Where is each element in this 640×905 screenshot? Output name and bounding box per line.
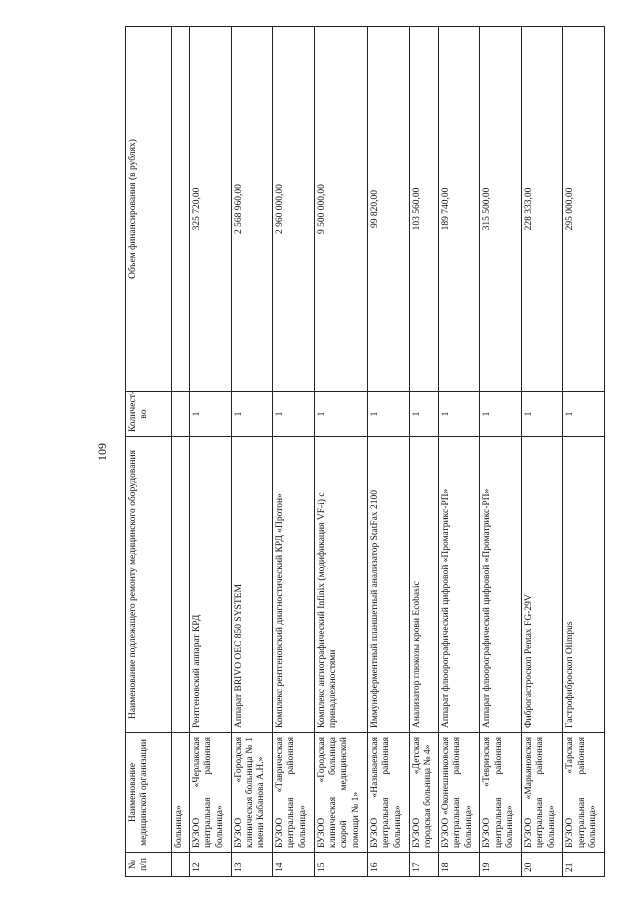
cell-num: 16 xyxy=(368,853,410,877)
cell-organization: БУЗОО «Оконешниковская центральная районная больница» xyxy=(438,733,480,853)
header-organization: Наименование медицинской организации xyxy=(126,733,172,853)
equipment-repair-table xyxy=(125,26,605,877)
table-header-row xyxy=(126,27,172,877)
page-number: 109 xyxy=(95,443,109,461)
cell-organization: больница» xyxy=(172,733,190,853)
cell-num: 20 xyxy=(521,853,563,877)
table-row xyxy=(314,27,368,877)
cell-quantity: 1 xyxy=(190,392,232,437)
cell-quantity: 1 xyxy=(521,392,563,437)
cell-quantity: 1 xyxy=(409,392,438,437)
cell-amount: 228 333,00 xyxy=(521,27,563,392)
cell-organization: БУЗОО «Городская клиническая больница № 1 имени Кабанова А.Н.» xyxy=(231,733,273,853)
table-row xyxy=(368,27,410,877)
cell-quantity: 1 xyxy=(314,392,368,437)
cell-quantity: 1 xyxy=(563,392,605,437)
cell-equipment: Аппарат BRIVO OEC 850 SYSTEM xyxy=(231,437,273,733)
cell-num: 21 xyxy=(563,853,605,877)
cell-num: 17 xyxy=(409,853,438,877)
table-row xyxy=(563,27,605,877)
cell-equipment: Комплекс рентгеновский диагностический КРД «Протон» xyxy=(273,437,315,733)
table-row xyxy=(409,27,438,877)
cell-quantity xyxy=(172,392,190,437)
cell-equipment: Анализатор глюкозы крови Ecobasic xyxy=(409,437,438,733)
cell-equipment: Комплекс ангиографический Infinix (модификация VF-i) с принадлежностями xyxy=(314,437,368,733)
header-quantity: Количест-во xyxy=(126,392,172,437)
cell-organization: БУЗОО «Таврическая центральная районная больница» xyxy=(273,733,315,853)
cell-equipment: Аппарат флюорографический цифровой «Проматрикс-РП» xyxy=(480,437,522,733)
table-row xyxy=(190,27,232,877)
cell-amount: 99 820,00 xyxy=(368,27,410,392)
cell-amount: 103 560,00 xyxy=(409,27,438,392)
cell-num: 15 xyxy=(314,853,368,877)
header-equipment: Наименование подлежащего ремонту медицинского оборудования xyxy=(126,437,172,733)
cell-quantity: 1 xyxy=(231,392,273,437)
cell-amount: 2 568 960,00 xyxy=(231,27,273,392)
cell-quantity: 1 xyxy=(368,392,410,437)
cell-quantity: 1 xyxy=(438,392,480,437)
cell-amount: 189 740,00 xyxy=(438,27,480,392)
cell-num: 13 xyxy=(231,853,273,877)
cell-num xyxy=(172,853,190,877)
cell-equipment: Иммуноферментный планшетный анализатор StatFax 2100 xyxy=(368,437,410,733)
table-row xyxy=(438,27,480,877)
cell-quantity: 1 xyxy=(480,392,522,437)
cell-num: 19 xyxy=(480,853,522,877)
cell-num: 12 xyxy=(190,853,232,877)
cell-organization: БУЗОО «Городская клиническая больница скорой медицинской помощи № 1» xyxy=(314,733,368,853)
table-row xyxy=(521,27,563,877)
cell-equipment: Рентгеновский аппарат КРД xyxy=(190,437,232,733)
cell-num: 18 xyxy=(438,853,480,877)
cell-amount: 325 720,00 xyxy=(190,27,232,392)
header-num: № п/п xyxy=(126,853,172,877)
cell-equipment xyxy=(172,437,190,733)
cell-equipment: Гастрофиброскоп Olimpus xyxy=(563,437,605,733)
cell-amount: 315 500,00 xyxy=(480,27,522,392)
cell-num: 14 xyxy=(273,853,315,877)
cell-amount: 9 500 000,00 xyxy=(314,27,368,392)
cell-organization: БУЗОО «Черлакская центральная районная больница» xyxy=(190,733,232,853)
cell-amount xyxy=(172,27,190,392)
cell-organization: БУЗОО «Тевризская центральная районная больница» xyxy=(480,733,522,853)
table-row xyxy=(273,27,315,877)
table-row xyxy=(480,27,522,877)
cell-organization: БУЗОО «Детская городская больница № 4» xyxy=(409,733,438,853)
financing-table-sheet xyxy=(125,27,605,877)
cell-amount: 295 000,00 xyxy=(563,27,605,392)
cell-equipment: Аппарат флюорографический цифровой «Проматрикс-РП» xyxy=(438,437,480,733)
header-amount: Объем финансирования (в рублях) xyxy=(126,27,172,392)
cell-amount: 2 960 000,00 xyxy=(273,27,315,392)
cell-organization: БУЗОО «Называевская центральная районная больница» xyxy=(368,733,410,853)
cell-quantity: 1 xyxy=(273,392,315,437)
cell-organization: БУЗОО «Марьяновская центральная районная больница» xyxy=(521,733,563,853)
table-row xyxy=(231,27,273,877)
cell-equipment: Фиброгастроскоп Pentax FG-29V xyxy=(521,437,563,733)
table-body xyxy=(172,27,605,877)
table-row-continuation xyxy=(172,27,190,877)
cell-organization: БУЗОО «Тарская центральная районная больница» xyxy=(563,733,605,853)
